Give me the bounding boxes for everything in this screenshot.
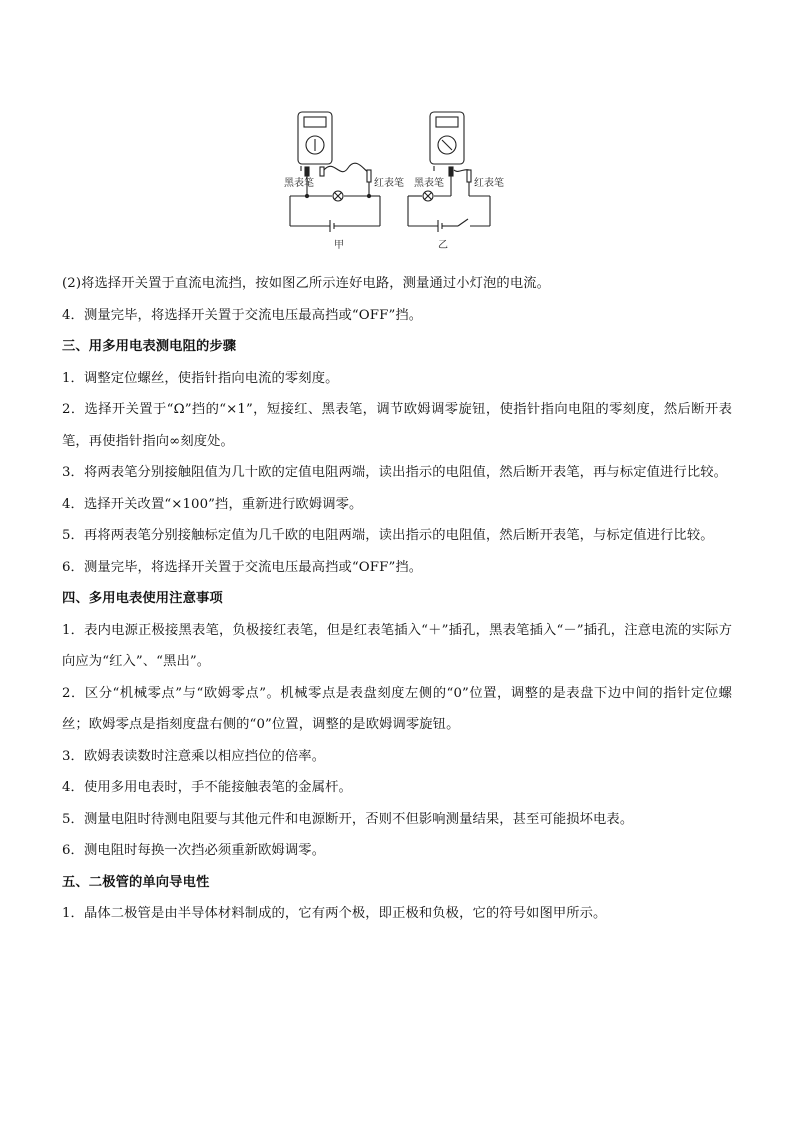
paragraph: 3．欧姆表读数时注意乘以相应挡位的倍率。 (62, 748, 326, 764)
paragraph: 1．表内电源正极接黑表笔，负极接红表笔，但是红表笔插入“＋”插孔，黑表笔插入“－”插孔，注意电流的实际方向应为“红入”、“黑出”。 (62, 622, 732, 669)
label-red-lead-right: 红表笔 (474, 178, 504, 189)
paragraph: (2)将选择开关置于直流电流挡，按如图乙所示连好电路，测量通过小灯泡的电流。 (62, 276, 551, 291)
label-black-lead-right: 黑表笔 (414, 178, 444, 189)
section-heading: 三、用多用电表测电阻的步骤 (62, 339, 237, 354)
paragraph: 4．选择开关改置“×100”挡，重新进行欧姆调零。 (62, 496, 363, 512)
multimeter-right-display (436, 117, 458, 127)
label-black-lead-left: 黑表笔 (284, 178, 314, 189)
multimeter-left (298, 112, 332, 164)
switch-right (458, 219, 468, 226)
paragraph: 4．测量完毕，将选择开关置于交流电压最高挡或“OFF”挡。 (62, 307, 423, 323)
section-heading: 四、多用电表使用注意事项 (62, 591, 223, 606)
circuit-diagram (278, 110, 518, 252)
paragraph: 2．区分“机械零点”与“欧姆零点”。机械零点是表盘刻度左侧的“0”位置，调整的是表盘下边中间的指针定位螺丝；欧姆零点是指刻度盘右侧的“0”位置，调整的是欧姆调零旋钮。 (62, 685, 732, 732)
paragraph: 3．将两表笔分别接触阻值为几十欧的定值电阻两端，读出指示的电阻值，然后断开表笔，再与标定值进行比较。 (62, 465, 728, 480)
paragraph: 1．晶体二极管是由半导体材料制成的，它有两个极，即正极和负极，它的符号如图甲所示。 (62, 906, 607, 921)
paragraph: 4．使用多用电表时，手不能接触表笔的金属杆。 (62, 780, 352, 795)
paragraph: 6．测电阻时每换一次挡必须重新欧姆调零。 (62, 843, 326, 858)
circuit-figure (278, 110, 518, 252)
caption-left: 甲 (334, 240, 344, 251)
multimeter-left-display (304, 117, 326, 127)
red-lead-wire-left (324, 163, 368, 172)
paragraph: 5．测量电阻时待测电阻要与其他元件和电源断开，否则不但影响测量结果，甚至可能损坏电表。 (62, 811, 634, 827)
section-heading: 五、二极管的单向导电性 (62, 874, 210, 890)
paragraph: 5．再将两表笔分别接触标定值为几千欧的电阻两端，读出指示的电阻值，然后断开表笔，与标定值进行比较。 (62, 528, 714, 543)
paragraph: 6．测量完毕，将选择开关置于交流电压最高挡或“OFF”挡。 (62, 559, 423, 575)
document-body (62, 268, 732, 930)
caption-right: 乙 (438, 240, 448, 251)
label-red-lead-left: 红表笔 (374, 178, 404, 189)
paragraph: 1．调整定位螺丝，使指针指向电流的零刻度。 (62, 370, 339, 386)
multimeter-right (430, 112, 464, 164)
paragraph: 2．选择开关置于“Ω”挡的“×1”，短接红、黑表笔，调节欧姆调零旋钮，使指针指向电阻的零刻度，然后断开表笔，再使指针指向∞刻度处。 (62, 402, 732, 449)
